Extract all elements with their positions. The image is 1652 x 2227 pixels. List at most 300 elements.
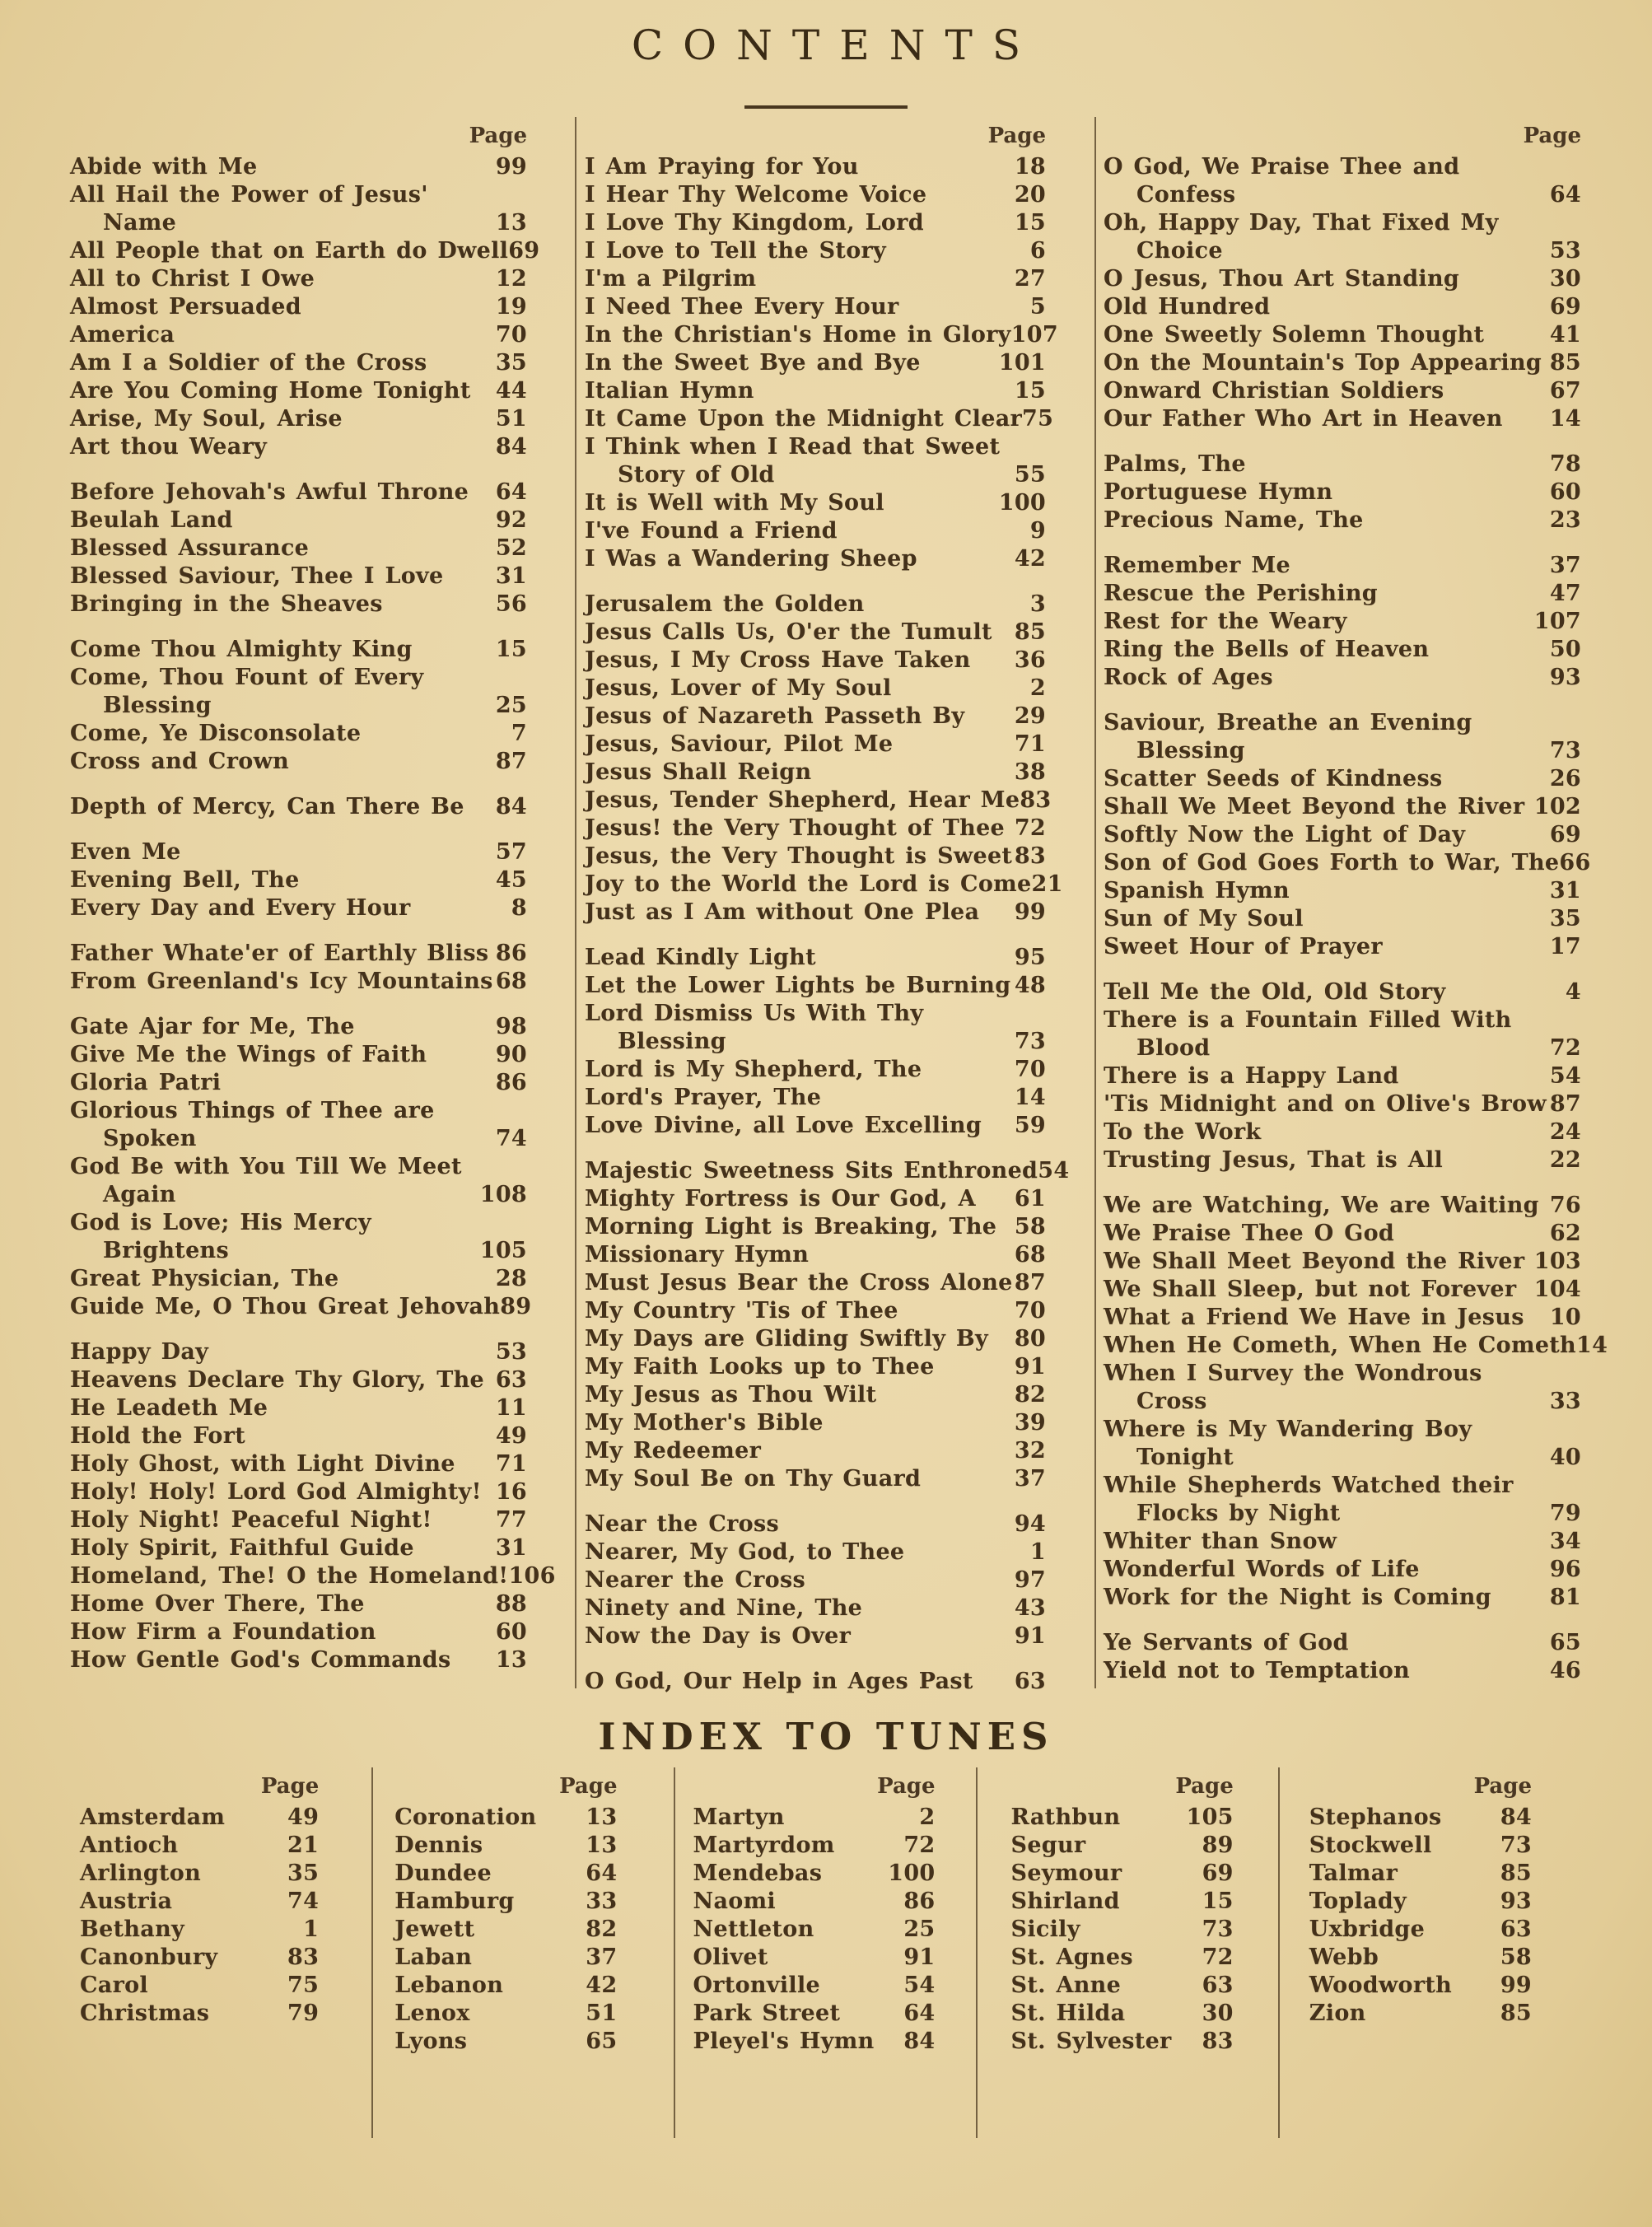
toc-entry xyxy=(70,1590,527,1618)
hymn-title xyxy=(585,1437,985,1465)
hymn-title xyxy=(70,563,466,591)
hymn-title xyxy=(585,405,1022,433)
page-number: 30 xyxy=(1202,2001,1234,2026)
hymn-title xyxy=(693,1860,874,1888)
tune-group xyxy=(693,1804,935,2056)
title-line: All People that on Earth do Dwell xyxy=(70,238,509,264)
toc-entry xyxy=(1104,821,1581,849)
hymn-title xyxy=(70,838,466,866)
title-line: Nettleton xyxy=(693,1917,814,1942)
alpha-group xyxy=(70,1013,532,1321)
page-number: 9 xyxy=(1029,518,1046,544)
toc-entry xyxy=(1309,1832,1532,1860)
page-number: 70 xyxy=(495,322,527,348)
page-number: 57 xyxy=(495,839,527,865)
title-line: Morning Light is Breaking, The xyxy=(585,1214,997,1240)
page-number: 29 xyxy=(1014,703,1046,729)
alpha-group xyxy=(1104,978,1581,1174)
title-line: In the Sweet Bye and Bye xyxy=(585,350,921,376)
page-number: 73 xyxy=(1202,1917,1234,1942)
toc-entry xyxy=(1104,636,1581,664)
page-number: 64 xyxy=(586,1861,618,1886)
page-number: 63 xyxy=(495,1367,527,1393)
page-number: 71 xyxy=(495,1451,527,1477)
title-line: Guide Me, O Thou Great Jehovah xyxy=(70,1294,501,1319)
page-number: 64 xyxy=(495,479,527,505)
toc-entry xyxy=(585,1594,1046,1622)
title-line: Palms, The xyxy=(1104,451,1246,477)
title-line: We Praise Thee O God xyxy=(1104,1221,1395,1246)
toc-entry xyxy=(70,1153,527,1209)
hymn-title xyxy=(585,1510,985,1538)
title-line: I Am Praying for You xyxy=(585,154,859,180)
page-number: 84 xyxy=(903,2029,936,2054)
page-column-header: Page xyxy=(1175,1774,1234,1799)
hymn-title xyxy=(585,545,985,573)
page-number: 88 xyxy=(495,1591,527,1617)
page-number: 21 xyxy=(287,1832,320,1858)
hymn-title xyxy=(585,209,985,237)
column-divider xyxy=(1278,1767,1280,2138)
hymn-title xyxy=(70,1394,466,1422)
title-line: Uxbridge xyxy=(1309,1917,1426,1942)
title-line: Carol xyxy=(80,1973,148,1998)
hymn-title xyxy=(585,1084,985,1112)
title-line: Stephanos xyxy=(1309,1804,1442,1830)
toc-entry xyxy=(70,1041,527,1069)
title-line: When I Survey the Wondrous xyxy=(1104,1361,1482,1386)
page-number: 75 xyxy=(1022,406,1054,432)
title-line: Naomi xyxy=(693,1889,776,1914)
toc-entry xyxy=(1011,1832,1234,1860)
toc-entry xyxy=(394,1888,617,1916)
toc-entry xyxy=(1309,1804,1532,1832)
page-number: 86 xyxy=(903,1889,936,1914)
toc-entry xyxy=(1309,1972,1532,2000)
toc-entry xyxy=(70,1618,527,1646)
hymn-title xyxy=(585,591,985,619)
toc-entry xyxy=(394,2028,617,2056)
toc-entry xyxy=(70,720,527,748)
page-number: 42 xyxy=(1014,546,1046,572)
toc-entry xyxy=(394,1972,617,2000)
toc-entry xyxy=(585,1465,1046,1493)
title-line: Sweet Hour of Prayer xyxy=(1104,934,1383,959)
hymn-title xyxy=(585,1465,985,1493)
title-line: Mighty Fortress is Our God, A xyxy=(585,1186,976,1212)
title-line: Oh, Happy Day, That Fixed My xyxy=(1104,210,1499,236)
toc-entry xyxy=(70,507,527,535)
hymn-title xyxy=(1309,1916,1471,1944)
hymn-title xyxy=(585,871,1032,899)
toc-entry xyxy=(1104,1006,1581,1062)
title-line: Come Thou Almighty King xyxy=(70,637,413,662)
hymn-title xyxy=(1104,1006,1520,1062)
title-line: It Came Upon the Midnight Clear xyxy=(585,406,1023,432)
page-number: 39 xyxy=(1014,1410,1046,1436)
hymn-title xyxy=(1309,1888,1471,1916)
title-line: Ninety and Nine, The xyxy=(585,1595,863,1621)
hymn-title xyxy=(394,1916,556,1944)
title-line: Austria xyxy=(80,1889,173,1914)
hymn-title xyxy=(1104,978,1520,1006)
hymn-title xyxy=(394,1944,556,1972)
hymn-title xyxy=(1011,1888,1173,1916)
title-line: Flocks by Night xyxy=(1136,1501,1341,1526)
hymn-title xyxy=(80,1888,258,1916)
page-number: 54 xyxy=(1549,1063,1581,1089)
hymn-title xyxy=(585,1409,985,1437)
page-number: 7 xyxy=(511,721,527,746)
toc-entry xyxy=(1104,1584,1581,1612)
hymn-title xyxy=(1104,1192,1539,1220)
hymn-title xyxy=(1104,664,1520,692)
page-number: 53 xyxy=(495,1339,527,1365)
hymn-title xyxy=(1104,1528,1520,1556)
column-divider xyxy=(976,1767,978,2138)
toc-entry xyxy=(585,972,1046,1000)
hymn-title xyxy=(80,1972,258,2000)
page-number: 69 xyxy=(1549,822,1581,847)
toc-entry xyxy=(70,1478,527,1506)
hymn-title xyxy=(70,535,466,563)
toc-entry xyxy=(80,2000,319,2028)
page-column-header: Page xyxy=(260,1774,320,1799)
toc-entry xyxy=(1104,765,1581,793)
page-number: 67 xyxy=(1549,378,1581,404)
page-number: 4 xyxy=(1565,979,1581,1005)
hymn-title xyxy=(1104,153,1520,209)
page-number: 27 xyxy=(1014,266,1046,292)
title-line: St. Agnes xyxy=(1010,1945,1133,1970)
title-line: Cross xyxy=(1136,1389,1207,1414)
page-number: 31 xyxy=(495,1535,527,1561)
title-line: How Gentle God's Commands xyxy=(70,1647,451,1673)
hymn-title xyxy=(394,2000,556,2028)
title-line: Gate Ajar for Me, The xyxy=(70,1014,355,1039)
hymn-title xyxy=(1309,2000,1471,2028)
page-number: 82 xyxy=(586,1917,618,1942)
hymn-title xyxy=(585,1594,985,1622)
hymn-title xyxy=(80,1804,258,1832)
toc-entry xyxy=(70,636,527,664)
title-line: Bringing in the Sheaves xyxy=(70,591,383,617)
hymn-title xyxy=(1104,507,1520,535)
toc-entry xyxy=(1104,451,1581,479)
page-column-header: Page xyxy=(469,124,527,148)
page-number: 63 xyxy=(1202,1973,1234,1998)
toc-entry xyxy=(1104,265,1581,293)
alpha-group xyxy=(585,1510,1046,1650)
page-column-header: Page xyxy=(1523,124,1581,148)
page-number: 6 xyxy=(1029,238,1046,264)
page-number: 16 xyxy=(495,1479,527,1505)
page-number: 74 xyxy=(287,1889,320,1914)
title-line: Tell Me the Old, Old Story xyxy=(1104,979,1446,1005)
page-column-header: Page xyxy=(877,1774,936,1799)
page-number: 1 xyxy=(303,1917,320,1942)
title-line: St. Anne xyxy=(1010,1973,1122,1998)
toc-entry xyxy=(1104,1062,1581,1090)
page-number: 37 xyxy=(586,1945,618,1970)
title-line: Before Jehovah's Awful Throne xyxy=(70,479,469,505)
page-number: 97 xyxy=(1014,1567,1046,1593)
title-line: Precious Name, The xyxy=(1104,507,1364,533)
title-line: Sicily xyxy=(1010,1917,1080,1942)
toc-entry xyxy=(585,1185,1046,1213)
hymn-title xyxy=(1104,793,1524,821)
contents-column-3 xyxy=(1104,122,1618,1696)
page-number: 101 xyxy=(998,350,1046,376)
page-number: 19 xyxy=(495,294,527,320)
hymn-title xyxy=(1104,1090,1547,1118)
title-line: Yield not to Temptation xyxy=(1104,1658,1411,1683)
tunes-column-5 xyxy=(1283,1772,1581,2056)
page-number: 28 xyxy=(495,1266,527,1291)
contents-column-2 xyxy=(585,122,1083,1696)
hymn-title xyxy=(585,1622,985,1650)
toc-entry xyxy=(70,838,527,866)
page-number: 51 xyxy=(495,406,527,432)
title-line: Jewett xyxy=(394,1917,475,1942)
page-number: 56 xyxy=(495,591,527,617)
page-number: 93 xyxy=(1500,1889,1532,1914)
title-line: Jesus, I My Cross Have Taken xyxy=(585,647,971,673)
title-line: Segur xyxy=(1010,1832,1086,1858)
toc-entry xyxy=(70,181,527,237)
page-number: 83 xyxy=(1014,843,1046,869)
toc-entry xyxy=(585,1112,1046,1140)
hymn-title xyxy=(1011,1832,1173,1860)
toc-entry xyxy=(585,1668,1046,1696)
title-line: All to Christ I Owe xyxy=(70,266,315,292)
hymn-title xyxy=(394,1860,556,1888)
title-line: Art thou Weary xyxy=(70,434,268,460)
hymn-title xyxy=(1104,321,1520,349)
page-number: 42 xyxy=(586,1973,618,1998)
page-number: 77 xyxy=(495,1507,527,1533)
page-number: 100 xyxy=(888,1861,936,1886)
toc-entry xyxy=(70,1209,527,1265)
toc-entry xyxy=(585,1000,1046,1056)
toc-entry xyxy=(1104,1629,1581,1657)
tunes-column-2 xyxy=(368,1772,666,2056)
title-line: Martyrdom xyxy=(693,1832,835,1858)
title-line: Father Whate'er of Earthly Bliss xyxy=(70,941,489,966)
hymn-title xyxy=(585,703,985,731)
page-number: 72 xyxy=(1549,1035,1581,1061)
hymn-title xyxy=(70,1013,466,1041)
hymn-title xyxy=(1104,451,1520,479)
title-line: Dundee xyxy=(394,1861,492,1886)
hymn-title xyxy=(394,1804,556,1832)
title-line: I'm a Pilgrim xyxy=(585,266,757,292)
page-number: 22 xyxy=(1549,1147,1581,1173)
toc-entry xyxy=(70,1534,527,1562)
toc-entry xyxy=(1104,793,1581,821)
title-line: Abide with Me xyxy=(70,154,258,180)
toc-entry xyxy=(70,1506,527,1534)
page-number: 2 xyxy=(1029,675,1046,701)
page-number: 69 xyxy=(1202,1861,1234,1886)
page-number: 86 xyxy=(495,941,527,966)
toc-entry xyxy=(693,1972,935,2000)
title-line: Holy Ghost, with Light Divine xyxy=(70,1451,455,1477)
toc-entry xyxy=(585,703,1046,731)
toc-entry xyxy=(585,1510,1046,1538)
tune-group xyxy=(80,1804,319,2028)
toc-entry xyxy=(693,1804,935,1832)
toc-entry xyxy=(70,664,527,720)
title-line: Work for the Night is Coming xyxy=(1104,1585,1491,1610)
hymn-title xyxy=(693,1972,874,2000)
page-number: 69 xyxy=(508,238,540,264)
tunes-column-4 xyxy=(985,1772,1283,2056)
hymn-title xyxy=(585,1112,985,1140)
title-line: Even Me xyxy=(70,839,181,865)
hymn-title xyxy=(585,265,985,293)
hymn-title xyxy=(585,647,985,675)
page-number: 84 xyxy=(1500,1804,1532,1830)
toc-entry xyxy=(70,321,527,349)
toc-entry xyxy=(585,1538,1046,1566)
toc-entry xyxy=(1104,1360,1581,1416)
toc-entry xyxy=(585,871,1063,899)
hymn-title xyxy=(80,1832,258,1860)
page-number: 18 xyxy=(1014,154,1046,180)
page-number: 25 xyxy=(495,693,527,718)
toc-entry xyxy=(585,293,1046,321)
title-line: Love Divine, all Love Excelling xyxy=(585,1113,982,1138)
hymn-title xyxy=(585,1538,985,1566)
page-number: 13 xyxy=(495,210,527,236)
title-line: When He Cometh, When He Cometh xyxy=(1104,1333,1576,1358)
title-line: Now the Day is Over xyxy=(585,1623,852,1649)
toc-entry xyxy=(1104,1192,1581,1220)
page-number: 54 xyxy=(1038,1158,1070,1184)
title-line: Scatter Seeds of Kindness xyxy=(1104,766,1443,791)
hymn-title xyxy=(585,153,985,181)
hymn-title xyxy=(693,2028,874,2056)
title-line: Lead Kindly Light xyxy=(585,945,816,970)
page-number: 61 xyxy=(1014,1186,1046,1212)
page-number: 3 xyxy=(1029,591,1046,617)
hymn-title xyxy=(70,507,466,535)
hymn-title xyxy=(70,1209,466,1265)
toc-entry xyxy=(1309,1888,1532,1916)
toc-entry xyxy=(70,535,527,563)
title-line: Seymour xyxy=(1010,1861,1122,1886)
page-number: 53 xyxy=(1549,238,1581,264)
hymn-title xyxy=(585,349,985,377)
page-number: 83 xyxy=(1020,787,1052,813)
alpha-group xyxy=(70,479,527,619)
hymn-title xyxy=(585,759,985,787)
page-number: 87 xyxy=(1549,1091,1581,1117)
hymn-title xyxy=(585,972,1010,1000)
page-number: 59 xyxy=(1014,1113,1046,1138)
hymn-title xyxy=(70,720,466,748)
alpha-group xyxy=(1104,1192,1608,1612)
title-line: We are Watching, We are Waiting xyxy=(1104,1193,1539,1218)
title-line: Woodworth xyxy=(1309,1973,1453,1998)
toc-entry xyxy=(585,843,1046,871)
page-number: 55 xyxy=(1014,462,1046,488)
page-number: 91 xyxy=(1014,1623,1046,1649)
toc-entry xyxy=(80,1944,319,1972)
page-number: 60 xyxy=(495,1619,527,1645)
hymn-title xyxy=(1104,1062,1520,1090)
hymn-title xyxy=(585,675,985,703)
page-number: 71 xyxy=(1014,731,1046,757)
title-line: Every Day and Every Hour xyxy=(70,895,411,921)
toc-entry xyxy=(693,1916,935,1944)
toc-entry xyxy=(585,759,1046,787)
title-line: Nearer the Cross xyxy=(585,1567,805,1593)
title-line: I Hear Thy Welcome Voice xyxy=(585,182,927,208)
hymn-title xyxy=(1104,933,1520,961)
toc-entry xyxy=(1104,1118,1581,1146)
toc-entry xyxy=(1309,1944,1532,1972)
page-number: 92 xyxy=(495,507,527,533)
alpha-group xyxy=(585,1668,1046,1696)
title-line: Rescue the Perishing xyxy=(1104,581,1378,606)
hymn-title xyxy=(1104,1248,1524,1276)
page-number: 68 xyxy=(1014,1242,1046,1268)
hymn-title xyxy=(1104,1556,1520,1584)
hymn-title xyxy=(585,1213,996,1241)
toc-entry xyxy=(1104,1332,1608,1360)
toc-entry xyxy=(70,563,527,591)
alpha-group xyxy=(1104,552,1581,692)
hymn-title xyxy=(80,1944,258,1972)
title-line: O God, Our Help in Ages Past xyxy=(585,1669,973,1694)
title-line: Laban xyxy=(394,1945,473,1970)
hymn-title xyxy=(70,1478,482,1506)
hymn-title xyxy=(585,517,985,545)
hymn-title xyxy=(70,377,471,405)
toc-entry xyxy=(585,1157,1070,1185)
toc-entry xyxy=(80,1860,319,1888)
toc-entry xyxy=(1104,1276,1581,1304)
hymn-title xyxy=(585,1000,985,1056)
hymn-title xyxy=(70,349,466,377)
page-number: 99 xyxy=(495,154,527,180)
toc-entry xyxy=(70,1646,527,1674)
toc-entry xyxy=(585,647,1046,675)
column-divider xyxy=(575,117,576,1688)
page-number: 81 xyxy=(1549,1585,1581,1610)
contents-column-1 xyxy=(70,122,564,1696)
toc-entry xyxy=(585,1566,1046,1594)
hymn-title xyxy=(70,636,466,664)
page-number: 13 xyxy=(586,1832,618,1858)
hymn-title xyxy=(1104,1416,1520,1472)
hymn-title xyxy=(1011,1916,1173,1944)
alpha-group xyxy=(70,1338,556,1674)
title-line: Name xyxy=(103,210,177,236)
page-number: 65 xyxy=(1549,1630,1581,1655)
toc-entry xyxy=(80,1804,319,1832)
hymn-title xyxy=(70,866,466,894)
title-line: O Jesus, Thou Art Standing xyxy=(1104,266,1460,292)
page-number: 13 xyxy=(586,1804,618,1830)
title-line: St. Sylvester xyxy=(1010,2029,1172,2054)
toc-entry xyxy=(1011,2028,1234,2056)
alpha-group xyxy=(1104,153,1581,433)
page-number: 14 xyxy=(1014,1085,1046,1110)
toc-entry xyxy=(1104,905,1581,933)
